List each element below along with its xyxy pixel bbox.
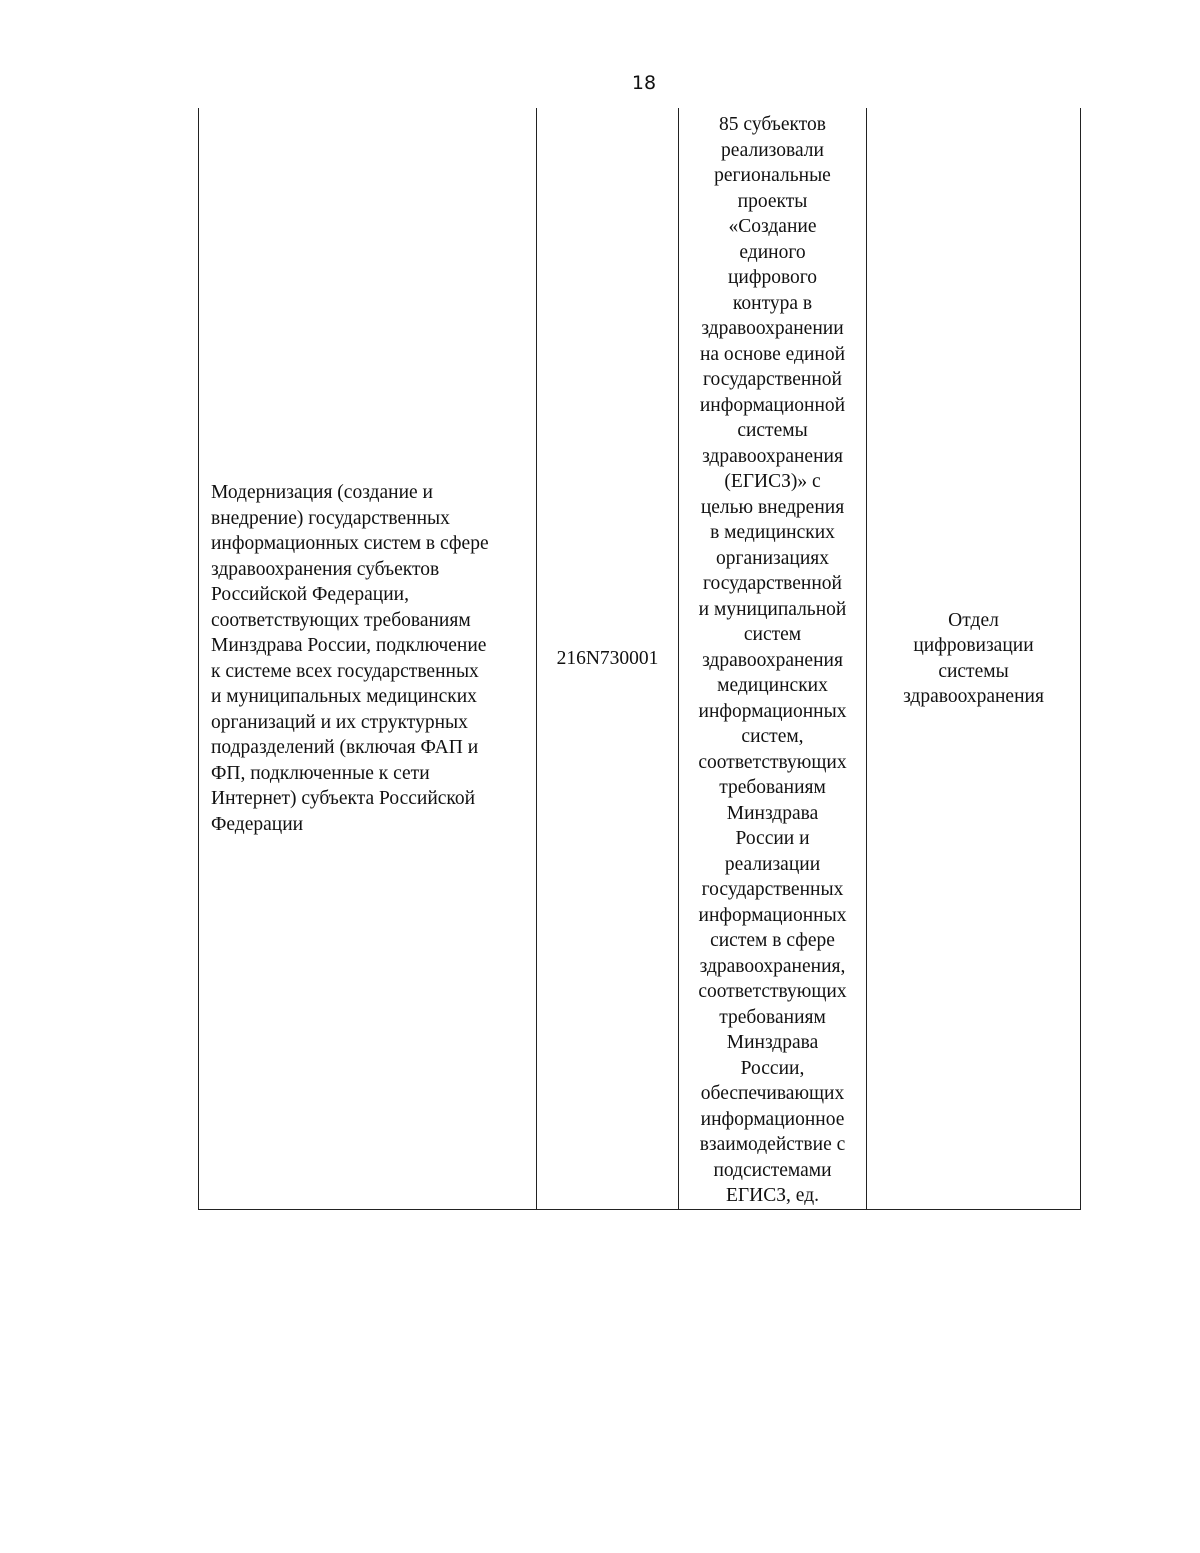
plan-table [198, 108, 1081, 1210]
responsible-cell: Отдел цифровизации системы здравоохранения [867, 108, 1081, 1210]
page-number: 18 [631, 72, 657, 94]
code-cell: 216N730001 [537, 108, 679, 1210]
event-cell: Модернизация (создание и внедрение) государственных информационных систем в сфере здравоохранения субъектов Российской Федерации, соответствующих требованиям Минздрава России, подключение к системе всех государственных и муниципальных медицинских организаций и их структурных подразделений (включая ФАП и ФП, подключенные к сети Интернет) субъекта Российской Федерации [199, 108, 537, 1210]
table-row [199, 108, 1081, 1210]
indicator-cell: 85 субъектов реализовали региональные проекты «Создание единого цифрового контура в здравоохранении на основе единой государственной информационной системы здравоохранения (ЕГИСЗ)» с целью внедрения в медицинских организациях государственной и муниципальной систем здравоохранения медицинских информационных систем, соответствующих требованиям Минздрава России и реализации государственных информационных систем в сфере здравоохранения, соответствующих требованиям Минздрава России, обеспечивающих информационное взаимодействие с подсистемами ЕГИСЗ, ед. [679, 108, 867, 1210]
